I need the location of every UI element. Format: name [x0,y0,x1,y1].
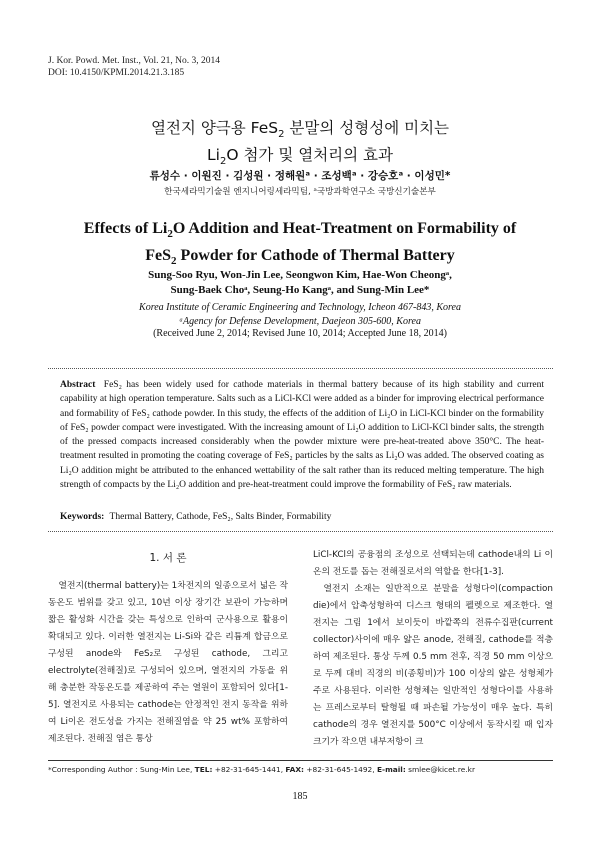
abstract-text: FeS₂ has been widely used for cathode materials in thermal battery because of its high stability and current capability at high operation temperature. Salts such as a LiCl-KCl were added as a binder for improving electrical performance and formability of FeS₂ cathode powder. In this study, the effects of the addition of Li₂O in LiCl-KCl binder on the formability of FeS₂ powder compact were investigated. With the increasing amount of Li₂O addition to LiCl-KCl binder salts, the strength of the pressed compacts increased considerably when the powder mixture were pre-heat-treated above 350°C. The heat-treatment resulted in promoting the coating coverage of FeS₂ particles by the salts as Li₂O was added. The observed coating as Li₂O addition might be attributed to the enhanced wettability of the salt rather than its reduced melting temperature. The high strength of compacts by the Li₂O addition and pre-heat-treatment could improve the formability of FeS₂ raw materials. [60,380,545,491]
english-affiliation [0,301,600,328]
korean-authors: 류성수 · 이원진 · 김성원 · 정해원ᵃ · 조성백ᵃ · 강승호ᵃ · 이성민* [149,170,451,182]
footnote-divider [48,760,553,761]
keywords-label: Keywords: [60,512,105,522]
journal-doi: DOI: 10.4150/KPMI.2014.21.3.185 [48,68,185,78]
english-title-line1: Effects of $Li_2O$ Addition and Heat-Treatment on Formability of [83,220,517,241]
korean-affiliation: 한국세라믹기술원 엔지니어링세라믹팀, ᵃ국방과학연구소 국방신기술본부 [164,187,436,197]
english-title [0,218,600,272]
body-right-column [313,547,553,751]
page-number: 185 [292,791,308,802]
english-authors-line2: Sung-Baek Choᵃ, Seung-Ho Kangᵃ, and Sung-Min Lee* [170,284,430,296]
body-left-column [48,547,288,748]
journal-header [48,55,220,79]
korean-title-line2: $Li_2O$ 첨가 및 열처리의 효과 [207,146,393,168]
english-title-line2: FeS$_2$ Powder for Cathode of Thermal Battery [145,247,455,268]
english-affiliation-line2: ᵃAgency for Defense Development, Daejeon 305-600, Korea [179,315,421,327]
korean-title-line1: 열전지 양극용 FeS$_2$ 분말의 성형성에 미치는 [150,119,450,141]
keywords [60,512,544,522]
email-address: smlee@kicet.re.kr [405,765,475,774]
received-dates: (Received June 2, 2014; Revised June 10, 2014; Accepted June 18, 2014) [153,328,447,339]
english-authors-line1: Sung-Soo Ryu, Won-Jin Lee, Seongwon Kim, Hae-Won Cheongᵃ, [148,269,452,281]
body-paragraph: 열전지 소재는 일반적으로 분말을 성형다이(compaction die)에서 압축성형하여 디스크 형태의 펠렛으로 제조한다. 열전지는 그림 1에서 보이듯이 바깥쪽의 전류수집판(current collector)사이에 매우 얇은 anode, 전해질, cathode를 적층하여 제조된다. 통상 두께 0.5 mm 전후, 직경 50 mm 이상으로 두께 대비 직경의 비(종횡비)가 100 이상의 얇은 성형체가 주로 사용된다. 이러한 성형체는 일반적인 성형다이를 사용하는 프레스로부터 탈형될 때 파손될 가능성이 매우 높다. 특히 cathode의 경우 열전지를 500°C 이상에서 동작시킬 때 입자크기가 작으면 내부저항이 크 [313,584,553,747]
section-heading-introduction: 1. 서 론 [149,552,187,564]
body-paragraph: 열전지(thermal battery)는 1차전지의 일종으로서 넓은 작동온도 범위를 갖고 있고, 10년 이상 장기간 보관이 가능하며 짧은 활성화 시간을 갖는 특성으로 인하여 군사용으로 활용이 확대되고 있다. 이러한 열전지는 Li-Si와 같은 리튬계 합금으로 구성된 anode와 FeS₂로 구성된 cathode, 그리고 electrolyte(전해질)로 구성되어 있으며, 열전지의 가동을 위해 충분한 작동온도를 제공하여 주는 열원이 포함되어 있다[1-5]. 열전지로 사용되는 cathode는 안정적인 전지 동작을 위하여 Li이온 전도성을 가지는 전해질염을 약 25 wt% 포함하여 제조된다. 전해질 염은 통상 [48,581,288,744]
journal-citation: J. Kor. Powd. Met. Inst., Vol. 21, No. 3, 2014 [48,56,220,66]
abstract [60,378,544,492]
corresponding-author-footnote: *Corresponding Author : Sung-Min Lee, TEL: +82-31-645-1441, FAX: +82-31-645-1492, E-mail: smlee@kicet.re.kr [48,765,475,774]
body-paragraph: LiCl-KCl의 공융점의 조성으로 선택되는데 cathode내의 Li 이온의 전도를 돕는 전해질로서의 역할을 한다[1-3]. [313,550,553,577]
abstract-label: Abstract [60,380,96,390]
abstract-top-divider [48,368,553,369]
korean-title [0,118,600,172]
keywords-text: Thermal Battery, Cathode, FeS₂, Salts Binder, Formability [109,512,332,522]
english-affiliation-line1: Korea Institute of Ceramic Engineering and Technology, Icheon 467-843, Korea [139,302,461,313]
english-authors [0,268,600,298]
abstract-bottom-divider [48,531,553,532]
